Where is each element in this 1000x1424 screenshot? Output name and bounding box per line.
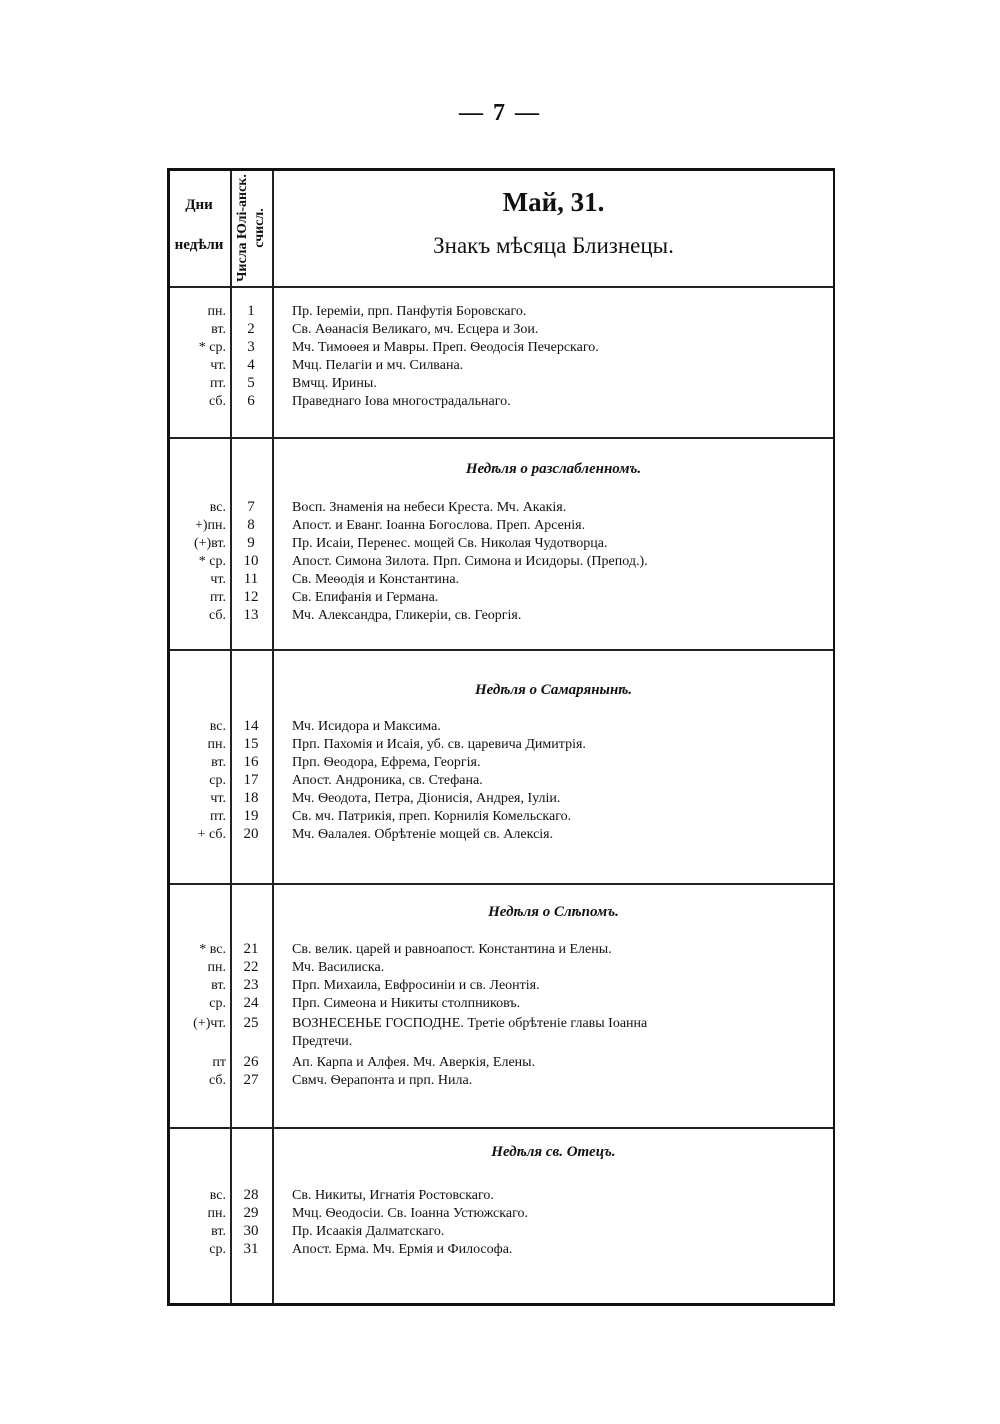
- numbers-header-text: Числа Юлі-анск. счисл.: [235, 174, 267, 282]
- day-number: 19: [243, 808, 259, 824]
- week-title: Недѣля св. Отецъ.: [491, 1144, 616, 1160]
- commemoration: Пр. Исаакія Далматскаго.: [292, 1224, 445, 1239]
- commemoration: ВОЗНЕСЕНЬЕ ГОСПОДНЕ. Третіе обрѣтеніе главы Іоанна: [292, 1016, 648, 1031]
- calendar-table: [167, 168, 835, 1306]
- day-number: 16: [243, 754, 259, 770]
- weekday: * вс.: [199, 942, 226, 957]
- weekday: * ср.: [198, 554, 226, 569]
- calendar-row: [170, 374, 833, 393]
- week-divider: [170, 1127, 833, 1129]
- commemoration: Мч. Ѳеодота, Петра, Діонисія, Андрея, Іуліи.: [292, 791, 561, 806]
- weekday: + сб.: [197, 827, 226, 842]
- week-divider: [170, 883, 833, 885]
- weekday: вт.: [211, 755, 226, 770]
- weekday: пт.: [209, 376, 226, 391]
- weekday: пн.: [207, 737, 226, 752]
- commemoration: Прп. Михаила, Евфросиніи и св. Леонтія.: [292, 978, 540, 993]
- commemoration: Апост. и Еванг. Іоанна Богослова. Преп. Арсенія.: [292, 518, 586, 533]
- calendar-row: [170, 807, 833, 826]
- calendar-row: [170, 940, 833, 959]
- calendar-row: [170, 552, 833, 571]
- weekday: пт.: [209, 590, 226, 605]
- day-number: 31: [243, 1241, 259, 1257]
- day-number: 3: [247, 339, 255, 355]
- week-title: Недѣля о Самарянынѣ.: [474, 682, 633, 698]
- weekday: пт.: [209, 809, 226, 824]
- day-number: 6: [247, 393, 255, 409]
- weekday: вс.: [209, 500, 226, 515]
- calendar-row: [170, 994, 833, 1013]
- calendar-row: [170, 717, 833, 736]
- commemoration: Ап. Карпа и Алфея. Мч. Аверкія, Елены.: [292, 1055, 536, 1070]
- weekday: ср.: [209, 773, 226, 788]
- commemoration: Предтечи.: [292, 1034, 353, 1049]
- day-number: 23: [243, 977, 259, 993]
- commemoration: Прп. Пахомія и Исаія, уб. св. царевича Димитрія.: [292, 737, 586, 752]
- calendar-row: [170, 302, 833, 321]
- day-number: 10: [243, 553, 259, 569]
- commemoration: Прп. Симеона и Никиты столпниковъ.: [292, 996, 521, 1011]
- day-number: 25: [243, 1015, 259, 1031]
- calendar-row: [170, 1222, 833, 1241]
- calendar-row: [170, 1053, 833, 1072]
- weekday: сб.: [208, 394, 226, 409]
- commemoration: Пр. Іеремiи, прп. Панфутія Боровскаго.: [292, 304, 527, 319]
- calendar-row: [170, 1014, 833, 1033]
- day-number: 13: [243, 607, 259, 623]
- weekday: вс.: [209, 719, 226, 734]
- weekday: ср.: [209, 996, 226, 1011]
- days-header-line2: недѣли: [174, 237, 224, 253]
- weekday: * ср.: [198, 340, 226, 355]
- day-number: 27: [243, 1072, 259, 1088]
- day-number: 2: [247, 321, 255, 337]
- day-number: 28: [243, 1187, 259, 1203]
- commemoration: Мч. Тимоѳея и Мавры. Преп. Ѳеодосія Печерскаго.: [292, 340, 599, 355]
- commemoration: Мчц. Пелагіи и мч. Силвана.: [292, 358, 464, 373]
- days-column-header: [170, 171, 230, 286]
- commemoration: Мч. Ѳалалея. Обрѣтеніе мощей св. Алексія.: [292, 827, 554, 842]
- day-number: 24: [243, 995, 259, 1011]
- weekday: пн.: [207, 960, 226, 975]
- day-number: 4: [247, 357, 255, 373]
- commemoration: Мч. Александра, Гликеріи, св. Георгія.: [292, 608, 522, 623]
- day-number: 17: [243, 772, 259, 788]
- calendar-row: [170, 1071, 833, 1090]
- commemoration: Пр. Исаіи, Перенес. мощей Св. Николая Чудотворца.: [292, 536, 608, 551]
- weekday: +)пн.: [194, 518, 226, 533]
- month-header: [274, 171, 833, 286]
- weekday: чт.: [210, 358, 226, 373]
- calendar-row: [170, 825, 833, 844]
- weekday: (+)чт.: [193, 1016, 226, 1031]
- calendar-row: [170, 588, 833, 607]
- page-number: — 7 —: [459, 100, 541, 126]
- calendar-row: [170, 789, 833, 808]
- weekday: вт.: [211, 322, 226, 337]
- weekday: пн.: [207, 304, 226, 319]
- calendar-row: [170, 735, 833, 754]
- day-number: 30: [243, 1223, 259, 1239]
- calendar-row: [170, 498, 833, 517]
- day-number: 15: [243, 736, 259, 752]
- commemoration: Вмчц. Ирины.: [292, 376, 377, 391]
- day-number: 9: [247, 535, 255, 551]
- weekday: сб.: [208, 608, 226, 623]
- weekday: (+)вт.: [193, 536, 226, 551]
- calendar-row: [170, 976, 833, 995]
- day-number: 1: [247, 303, 255, 319]
- weekday: пн.: [207, 1206, 226, 1221]
- commemoration: Св. Меѳодія и Константина.: [292, 572, 460, 587]
- day-number: 8: [247, 517, 255, 533]
- days-header-line1: Дни: [185, 197, 213, 213]
- day-number: 5: [247, 375, 255, 391]
- commemoration: Св. мч. Патрикія, преп. Корнилія Комельскаго.: [292, 809, 572, 824]
- day-number: 21: [243, 941, 259, 957]
- weekday: чт.: [210, 572, 226, 587]
- calendar-row: [170, 392, 833, 411]
- day-number: 12: [243, 589, 259, 605]
- commemoration: Св. Никиты, Игнатія Ростовскаго.: [292, 1188, 494, 1203]
- commemoration: Мчц. Ѳеодосіи. Св. Іоанна Устюжскаго.: [292, 1206, 528, 1221]
- commemoration: Прп. Ѳеодора, Ефрема, Георгія.: [292, 755, 481, 770]
- month-title: Май, 31.: [502, 187, 605, 217]
- weekday: вс.: [209, 1188, 226, 1203]
- week-title: Недѣля о Слѣпомъ.: [488, 904, 619, 920]
- commemoration: Апост. Симона Зилота. Прп. Симона и Исидоры. (Препод.).: [292, 554, 648, 569]
- weekday: пт: [212, 1055, 226, 1070]
- commemoration: Апост. Андроника, св. Стефана.: [292, 773, 483, 788]
- calendar-row: [170, 606, 833, 625]
- day-number: 26: [243, 1054, 259, 1070]
- calendar-row: [170, 753, 833, 772]
- calendar-row: [170, 516, 833, 535]
- commemoration: Праведнаго Іова многострадальнаго.: [292, 394, 511, 409]
- week-title: Недѣля о разслабленномъ.: [465, 461, 642, 477]
- day-number: 18: [243, 790, 259, 806]
- commemoration: Свмч. Ѳерапонта и прп. Нила.: [292, 1073, 473, 1088]
- day-number: 20: [243, 826, 259, 842]
- calendar-row: [170, 1204, 833, 1223]
- commemoration: Св. Аѳанасія Великаго, мч. Есцера и Зои.: [292, 322, 539, 337]
- weekday: ср.: [209, 1242, 226, 1257]
- day-number: 11: [243, 571, 259, 587]
- weekday: вт.: [211, 1224, 226, 1239]
- week-divider: [170, 649, 833, 651]
- commemoration: Мч. Василиска.: [292, 960, 385, 975]
- weekday: вт.: [211, 978, 226, 993]
- day-number: 29: [243, 1205, 259, 1221]
- header-divider: [170, 286, 833, 288]
- commemoration: Св. велик. царей и равноапост. Константина и Елены.: [292, 942, 612, 957]
- calendar-row: [170, 338, 833, 357]
- weekday: сб.: [208, 1073, 226, 1088]
- commemoration: Св. Епифанія и Германа.: [292, 590, 439, 605]
- calendar-row: [170, 570, 833, 589]
- calendar-row: [170, 320, 833, 339]
- numbers-column-header: [230, 171, 272, 286]
- commemoration: Мч. Исидора и Максима.: [292, 719, 441, 734]
- calendar-row: [170, 534, 833, 553]
- day-number: 14: [243, 718, 259, 734]
- zodiac-sign: Знакъ мѣсяца Близнецы.: [433, 233, 674, 258]
- commemoration: Апост. Ерма. Мч. Ермія и Философа.: [292, 1242, 513, 1257]
- weekday: чт.: [210, 791, 226, 806]
- calendar-row: [170, 771, 833, 790]
- calendar-row: [170, 958, 833, 977]
- calendar-row: [170, 356, 833, 375]
- week-divider: [170, 437, 833, 439]
- commemoration: Восп. Знаменія на небеси Креста. Мч. Акакія.: [292, 500, 567, 515]
- day-number: 7: [247, 499, 255, 515]
- calendar-row: [170, 1240, 833, 1259]
- calendar-row: [170, 1186, 833, 1205]
- calendar-row-continuation: [170, 1032, 833, 1051]
- day-number: 22: [243, 959, 259, 975]
